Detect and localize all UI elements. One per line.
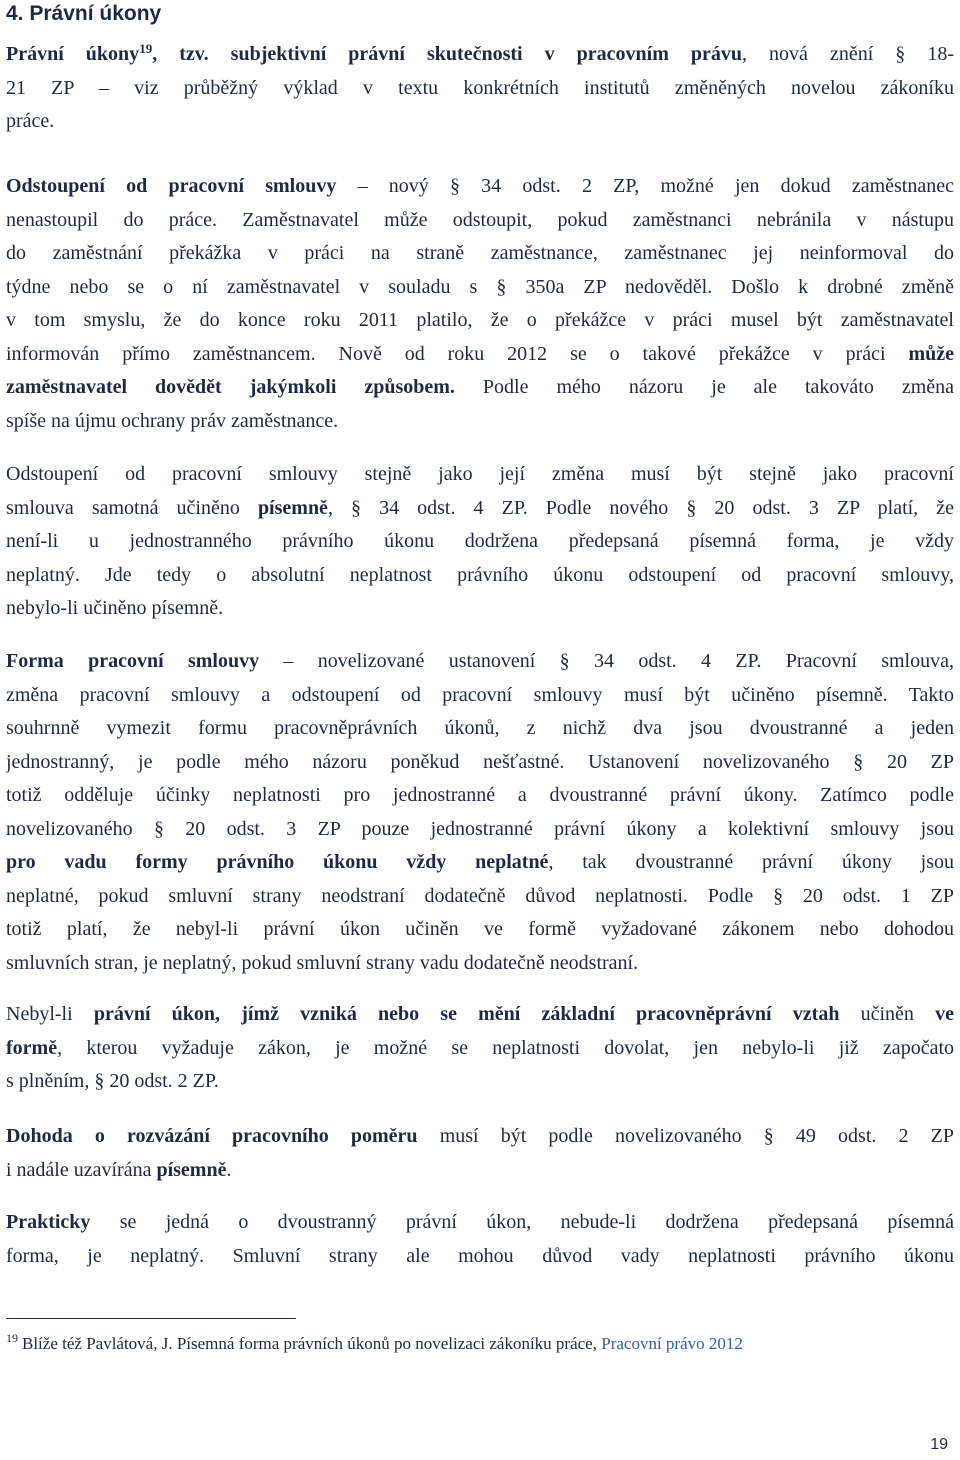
paragraph-basic-relation: Nebyl-li právní úkon, jímž vzniká nebo se mění základní pracovněprávní vztah učiněn ve formě, kterou vyžaduje zákon, je možné se neplatnosti dovolat, jen nebylo-li již započato s plněním, § 20 odst. 2 ZP. bbox=[6, 1003, 954, 1092]
document-page bbox=[6, 0, 954, 1460]
paragraph-written-form: Odstoupení od pracovní smlouvy stejně jako její změna musí být stejně jako pracovní smlouva samotná učiněno písemně, § 34 odst. 4 ZP. Podle nového § 20 odst. 3 ZP platí, že není-li u jednostranného právního úkonu dodržena předepsaná písemná forma, je vždy neplatný. Jde tedy o absolutní neplatnost právního úkonu odstoupení od pracovní smlouvy, nebylo-li učiněno písemně. bbox=[6, 463, 954, 619]
paragraph-withdrawal: Odstoupení od pracovní smlouvy – nový § 34 odst. 2 ZP, možné jen dokud zaměstnanec nenastoupil do práce. Zaměstnavatel může odstoupit, pokud zaměstnanci nebránila v nástupu do zaměstnání překážka v práci na straně zaměstnance, zaměstnanec jej neinformoval do týdne nebo se o ní zaměstnavatel v souladu s § 350a ZP nedověděl. Došlo k drobné změně v tom smyslu, že do konce roku 2011 platilo, že o překážce v práci musel být zaměstnavatel informován přímo zaměstnancem. Nově od roku 2012 se o takové překážce v práci může zaměstnavatel dovědět jakýmkoli způsobem. Podle mého názoru je ale takováto změna spíše na újmu ochrany práv zaměstnance. bbox=[6, 175, 954, 432]
footnote bbox=[6, 1332, 743, 1357]
term-withdrawal: Odstoupení od pracovní smlouvy bbox=[6, 175, 337, 197]
footnote-number: 19 bbox=[6, 1331, 18, 1345]
footnote-separator bbox=[6, 1318, 296, 1319]
footnote-ref[interactable]: 19 bbox=[139, 41, 153, 56]
page-number: 19 bbox=[930, 1436, 948, 1453]
paragraph-practice: Prakticky se jedná o dvoustranný právní úkon, nebude-li dodržena předepsaná písemná forma, je neplatný. Smluvní strany ale mohou důvod vady neplatnosti právního úkonu bbox=[6, 1211, 954, 1267]
footnote-source-link[interactable]: Pracovní právo 2012 bbox=[601, 1334, 743, 1353]
paragraph-contract-form: Forma pracovní smlouvy – novelizované ustanovení § 34 odst. 4 ZP. Pracovní smlouva, změna pracovní smlouvy a odstoupení od pracovní smlouvy musí být učiněno písemně. Takto souhrnně vymezit formu pracovněprávních úkonů, z nichž dva jsou dvoustranné a jeden jednostranný, je podle mého názoru poněkud nešťastné. Ustanovení novelizovaného § 20 ZP totiž odděluje účinky neplatnosti pro jednostranné a dvoustranné právní úkony. Zatímco podle novelizovaného § 20 odst. 3 ZP pouze jednostranné právní úkony a kolektivní smlouvy jsou pro vadu formy právního úkonu vždy neplatné, tak dvoustranné právní úkony jsou neplatné, pokud smluvní strany neodstraní dodatečně důvod neplatnosti. Podle § 20 odst. 1 ZP totiž platí, že nebyl-li právní úkon učiněn ve formě vyžadované zákonem nebo dohodou smluvních stran, je neplatný, pokud smluvní strany vadu dodatečně neodstraní. bbox=[6, 650, 954, 974]
section-heading: 4. Právní úkony bbox=[6, 2, 162, 25]
term-contract-form: Forma pracovní smlouvy bbox=[6, 650, 260, 672]
footnote-text: Blíže též Pavlátová, J. Písemná forma právních úkonů po novelizaci zákoníku práce, bbox=[22, 1334, 602, 1353]
paragraph-termination-agreement: Dohoda o rozvázání pracovního poměru musí být podle novelizovaného § 49 odst. 2 ZP i nadále uzavírána písemně. bbox=[6, 1125, 954, 1181]
paragraph-legal-acts: Právní úkony$^{19}$, tzv. subjektivní právní skutečnosti v pracovním právu, nová znění § 18- 21 ZP – viz průběžný výklad v textu konkrétních institutů změněných novelou zákoníku práce. bbox=[6, 41, 954, 132]
term-legal-acts: Právní úkony bbox=[6, 43, 140, 65]
